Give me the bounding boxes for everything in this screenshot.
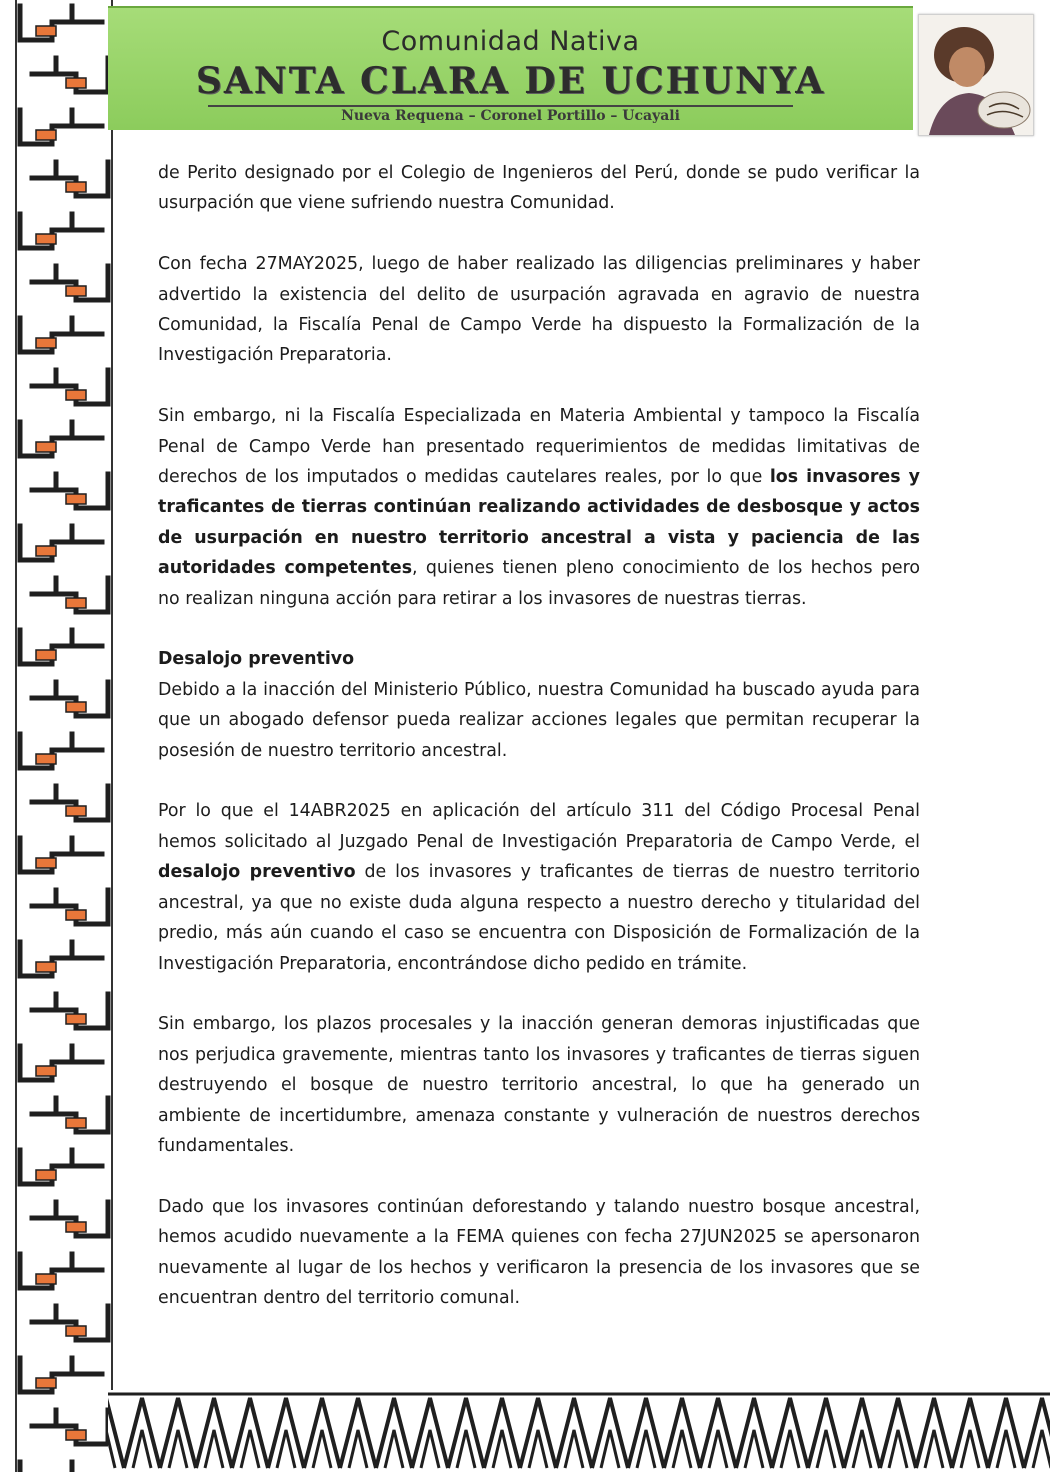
community-type: Comunidad Nativa (381, 26, 640, 57)
paragraph-3-text: Sin embargo, ni la Fiscalía Especializada en Materia Ambiental y tampoco la Fiscalía Penal de Campo Verde han presentado requerimientos de medidas limitativas de derechos de los imputados o medidas cautelares reales, por lo que (158, 406, 920, 488)
paragraph-5 (158, 796, 920, 978)
letter-body (158, 158, 920, 1313)
bottom-decorative-band (108, 1390, 1050, 1472)
paragraph-3-emphasis: los invasores y traficantes de tierras continúan realizando actividades de desbosque y actos de usurpación en nuestro territorio ancestral a vista y paciencia de las autoridades competentes (158, 467, 920, 579)
paragraph-2: Con fecha 27MAY2025, luego de haber realizado las diligencias preliminares y haber advertido la existencia del delito de usurpación agravada en agravio de nuestra Comunidad, la Fiscalía Penal de Campo Verde ha dispuesto la Formalización de la Investigación Preparatoria. (158, 254, 920, 366)
community-name: SANTA CLARA DE UCHUNYA (195, 60, 826, 102)
paragraph-7: Dado que los invasores continúan deforestando y talando nuestro bosque ancestral, hemos acudido nuevamente a la FEMA quienes con fecha 27JUN2025 se apersonaron nuevamente al lugar de los hechos y verificaron la presencia de los invasores que se encuentran dentro del territorio comunal. (158, 1196, 920, 1308)
paragraph-1: de Perito designado por el Colegio de Ingenieros del Perú, donde se pudo verificar la usurpación que viene sufriendo nuestra Comunidad. (158, 163, 920, 214)
paragraph-4: Debido a la inacción del Ministerio Público, nuestra Comunidad ha buscado ayuda para que un abogado defensor pueda realizar acciones legales que permitan recuperar la posesión de nuestro territorio ancestral. (158, 679, 920, 761)
paragraph-6: Sin embargo, los plazos procesales y la inacción generan demoras injustificadas que nos perjudica gravemente, mientras tanto los invasores y traficantes de tierras siguen destruyendo el bosque de nuestro territorio ancestral, lo que ha generado un ambiente de incertidumbre, amenaza constante y vulneración de nuestros derechos fundamentales. (158, 1014, 920, 1156)
community-location: Nueva Requena – Coronel Portillo – Ucayali (341, 108, 680, 124)
section-heading: Desalojo preventivo (158, 649, 355, 670)
paragraph-3-text-end: , quienes tienen pleno conocimiento de los hechos pero no realizan ninguna acción para retirar a los invasores de nuestras tierras. (158, 558, 920, 609)
left-decorative-border (12, 0, 124, 1472)
paragraph-5-text-end: de los invasores y traficantes de tierras de nuestro territorio ancestral, ya que no existe duda alguna respecto a nuestro derecho y titularidad del predio, más aún cuando el caso se encuentra con Disposición de Formalización de la Investigación Preparatoria, encontrándose dicho pedido en trámite. (158, 862, 920, 974)
paragraph-5-text: Por lo que el 14ABR2025 en aplicación del artículo 311 del Código Procesal Penal hemos solicitado al Juzgado Penal de Investigación Preparatoria de Campo Verde, el (158, 801, 920, 852)
paragraph-3 (158, 401, 920, 614)
letterhead-banner (108, 8, 913, 130)
header-divider (208, 105, 793, 107)
header-photo (918, 14, 1034, 136)
paragraph-5-emphasis: desalojo preventivo (158, 862, 356, 883)
